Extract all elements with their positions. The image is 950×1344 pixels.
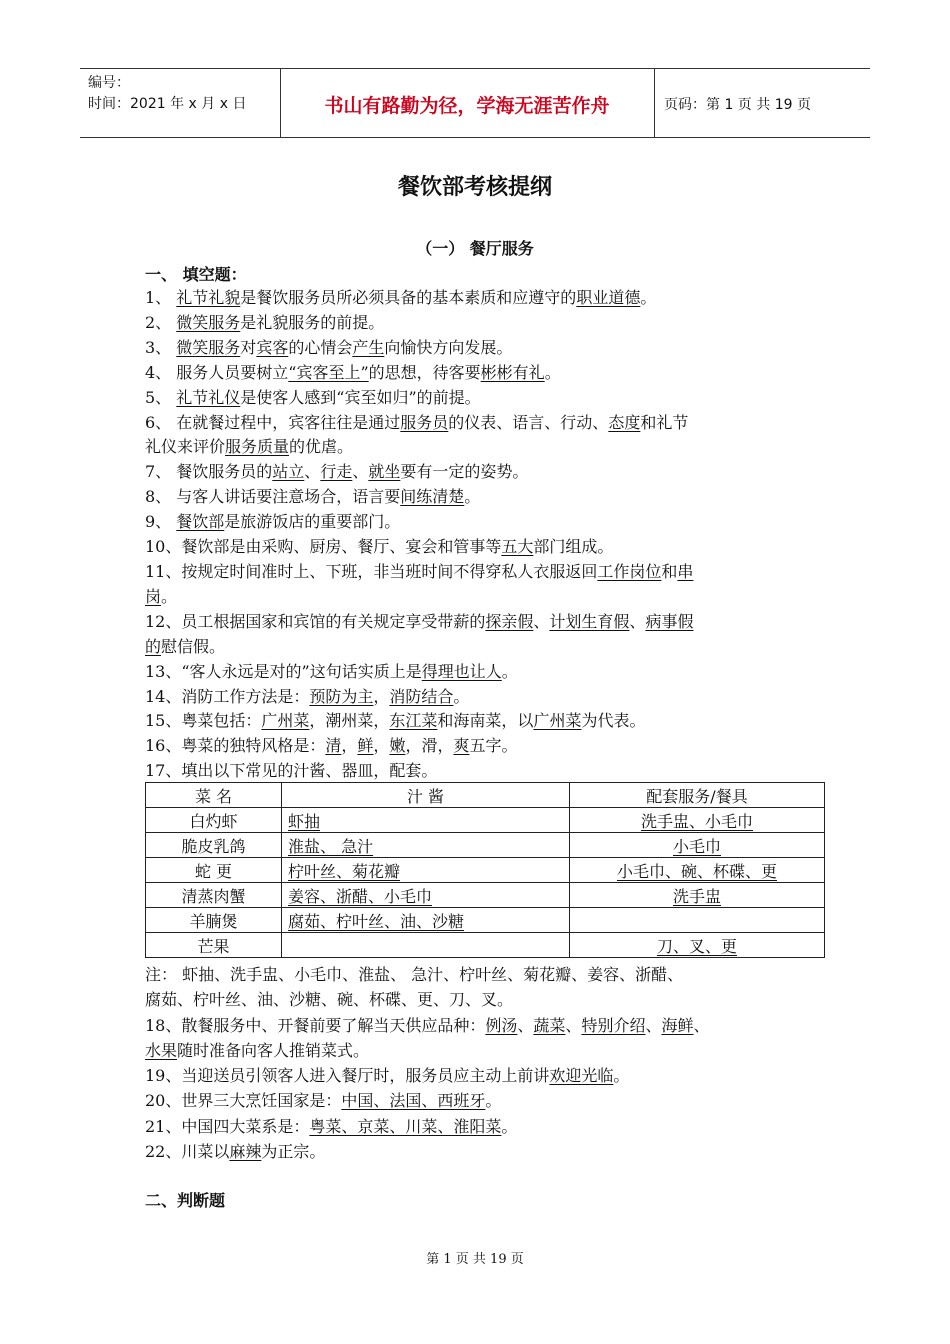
table-cell [282,833,570,858]
question-text: 。 [485,1091,502,1111]
answer-text: 微笑服务 [176,312,241,332]
answer-text: 得理也让人 [421,661,502,681]
time-label: 时间：2021 年 x 月 x 日 [88,96,247,112]
section-subtitle: （一） 餐厅服务 [416,239,534,258]
question-text: 10、餐饮部是由采购、厨房、餐厅、宴会和管事等 [145,537,502,557]
answer-text: 间练清楚 [400,487,465,507]
question-line [145,460,825,485]
question-text: 。 [640,288,657,307]
question-line [145,660,825,685]
question-line [145,1088,825,1113]
question-text: 。 [501,1116,518,1136]
question-text: 13、“客人永远是对的”这句话实质上是 [145,661,422,681]
question-line [145,435,825,460]
answer-text: 产生 [352,337,385,357]
question-list [145,286,825,784]
question-line [145,361,825,386]
question-text: 8、 与客人讲话要注意场合，语言要 [145,487,401,507]
table-cell [282,933,570,958]
answer-text: 服务员 [400,412,449,432]
question-text: 。 [161,586,178,606]
question-text: 17、填出以下常见的汁酱、器皿，配套。 [145,761,438,781]
question-text: 2、 [145,312,177,332]
answer-text: 麻辣 [229,1142,262,1162]
question-line [145,510,825,535]
table-cell [570,883,825,908]
question-text: 14、消防工作方法是： [145,686,310,706]
answer-text: 东江菜 [389,711,438,731]
question-line [145,987,825,1012]
question-text: ， [373,686,390,706]
question-text: 是使客人感到“宾至如归”的前提。 [240,387,481,407]
question-text: 9、 [145,512,177,532]
answer-text: 小毛巾、碗、杯碟、更 [616,861,777,881]
question-text: 。 [613,1066,630,1086]
answer-text: 粤菜、京菜、川菜、淮阳菜 [309,1116,502,1136]
question-text: ，滑， [405,736,454,756]
answer-text: 腐茹、柠叶丝、油、沙糖 [288,911,465,931]
question-text: 向愉快方向发展。 [384,337,513,357]
question-text: 的优虐。 [289,437,354,457]
table-cell [570,908,825,933]
question-line [145,1139,825,1164]
question-text: 慰信假。 [161,636,226,656]
question-line [145,386,825,411]
question-line [145,1013,825,1038]
answer-text: 计划生育假 [549,611,630,631]
question-text: 、 [352,462,369,482]
answer-text: 中国、法国、西班牙 [341,1091,486,1111]
question-text: 22、川菜以 [145,1142,230,1162]
question-text: 礼仪来评价 [145,437,226,457]
table-cell [570,933,825,958]
column-header: 菜 名 [146,783,282,808]
answer-text: 工作岗位 [597,561,662,581]
table-row [146,808,825,833]
question-line [145,734,825,759]
question-line [145,1063,825,1088]
question-text: 是旅游饭店的重要部门。 [224,512,401,532]
column-header: 配套服务/餐具 [570,783,825,808]
header-page-info: 页码：第 1 页 共 19 页 [664,97,811,113]
question-text: 要有一定的姿势。 [400,462,529,482]
question-text: 12、员工根据国家和宾馆的有关规定享受带薪的 [145,611,486,631]
answer-text: 探亲假 [485,611,534,631]
question-text: 随时准备向客人推销菜式。 [177,1040,370,1060]
answer-text: 姜容、浙醋、小毛巾 [288,886,433,906]
question-text: 5、 [145,387,177,407]
answer-text: 微笑服务 [176,337,241,357]
question-text: 7、 餐饮服务员的 [145,462,273,482]
answer-text: 站立 [272,462,305,482]
answer-text: 岗 [145,586,162,606]
question-text: 16、粤菜的独特风格是： [145,736,326,756]
answer-text: 服务质量 [225,437,290,457]
answer-text: 宾客 [256,337,289,357]
table-cell [570,833,825,858]
question-text: 、 [517,1015,534,1035]
question-text: 19、当迎送员引领客人进入餐厅时，服务员应主动上前讲 [145,1066,550,1086]
question-text: 。 [501,661,518,681]
header-divider [654,69,655,137]
question-text: 和海南菜，以 [437,711,534,731]
table-cell [282,908,570,933]
question-text: 、 [693,1015,710,1035]
question-text: 注： 虾抽、洗手盅、小毛巾、淮盐、 急汁、柠叶丝、菊花瓣、姜容、浙醋、 [145,965,684,984]
answer-text: 预防为主 [309,686,374,706]
table-cell: 蛇 更 [146,858,282,883]
answer-text: 嫩 [389,736,406,756]
answer-text: 串 [677,561,694,581]
answer-text: 柠叶丝、菊花瓣 [288,861,401,881]
question-text: 和 [661,561,678,581]
question-text: 、 [629,611,646,631]
question-text: 6、 在就餐过程中，宾客往往是通过 [145,412,401,432]
page-header [80,68,870,138]
question-text: 部门组成。 [533,537,614,557]
question-text: 对 [240,337,257,357]
answer-text: 清 [325,736,342,756]
question-text: ，潮州菜， [309,711,390,731]
answer-text: 刀、叉、更 [656,936,737,956]
answer-text: 消防结合 [389,686,454,706]
question-line [145,336,825,361]
answer-text: 五大 [501,537,534,557]
document-title: 餐饮部考核提纲 [397,175,552,200]
question-text: 20、世界三大烹饪国家是： [145,1091,342,1111]
table-cell: 白灼虾 [146,808,282,833]
table-cell [282,808,570,833]
table-row [146,858,825,883]
question-text: 为代表。 [581,711,646,731]
question-text: 为正宗。 [261,1142,326,1162]
question-text: 15、粤菜包括： [145,711,262,731]
answer-text: 就坐 [368,462,401,482]
question-text: 21、中国四大菜系是： [145,1116,310,1136]
answer-text: 蔬菜 [533,1015,566,1035]
answer-text: 小毛巾 [672,836,721,856]
question-text: 的仪表、语言、行动、 [448,412,609,432]
question-text: 1、 [145,288,177,307]
section-heading-fill-blank: 一、 填空题： [145,265,247,284]
answer-text: 洗手盅、小毛巾 [640,811,753,831]
table-header-row [146,783,825,808]
question-text: 腐茹、柠叶丝、油、沙糖、碗、杯碟、更、刀、叉。 [145,990,514,1010]
table-row [146,933,825,958]
question-line [145,286,825,311]
answer-text: 广州菜 [533,711,582,731]
header-motto: 书山有路勤为径，学海无涯苦作舟 [324,95,610,117]
question-text: 18、散餐服务中、开餐前要了解当天供应品种： [145,1015,486,1035]
table-cell: 脆皮乳鸽 [146,833,282,858]
table-row [146,883,825,908]
answer-text: 虾抽 [288,811,321,831]
dish-table [145,782,825,958]
question-text: ， [341,736,358,756]
question-text: 的思想，待客要 [368,362,481,382]
answer-text: 爽 [453,736,470,756]
table-cell [570,808,825,833]
column-header: 汁 酱 [282,783,570,808]
table-cell: 清蒸肉蟹 [146,883,282,908]
answer-text: 餐饮部 [176,512,225,532]
question-text: 是餐饮服务员所必须具备的基本素质和应遵守的 [240,288,577,307]
answer-text: 职业道德 [576,288,641,307]
question-text: 。 [453,686,470,706]
answer-text: 广州菜 [261,711,310,731]
answer-text: 水果 [145,1040,178,1060]
question-list-continued [145,962,825,1164]
question-line [145,560,825,585]
question-text: 五字。 [469,736,518,756]
question-text: 3、 [145,337,177,357]
answer-text: 行走 [320,462,353,482]
question-text: 是礼貌服务的前提。 [240,312,385,332]
answer-text: 鲜 [357,736,374,756]
question-text: 4、 服务人员要树立 [145,362,289,382]
question-text: 、 [645,1015,662,1035]
answer-text: 欢迎光临 [549,1066,614,1086]
answer-text: 礼节礼仪 [176,387,241,407]
question-line [145,311,825,336]
question-text: 11、按规定时间准时上、下班，非当班时间不得穿私人衣服返回 [145,561,598,581]
answer-text: 特别介绍 [581,1015,646,1035]
answer-text: 彬彬有礼 [480,362,545,382]
answer-text: 态度 [608,412,641,432]
question-line [145,1114,825,1139]
question-text: 。 [464,487,481,507]
page-footer: 第 1 页 共 19 页 [426,1252,524,1267]
question-line [145,962,825,987]
answer-text: 海鲜 [661,1015,694,1035]
question-text: 、 [304,462,321,482]
table-cell [282,858,570,883]
question-line [145,685,825,710]
question-line [145,709,825,734]
table-cell: 羊腩煲 [146,908,282,933]
header-meta [88,73,246,115]
answer-text: 洗手盅 [672,886,721,906]
answer-text: “宾客至上” [288,362,369,382]
answer-text: 礼节礼貌 [176,288,241,307]
answer-text: 的 [145,636,162,656]
table-row [146,833,825,858]
question-line [145,585,825,610]
question-text: 、 [565,1015,582,1035]
number-label: 编号： [88,75,130,91]
table-row [146,908,825,933]
question-line [145,535,825,560]
question-line [145,411,825,436]
section-heading-judgement: 二、判断题 [145,1191,226,1210]
question-text: ， [373,736,390,756]
table-cell: 芒果 [146,933,282,958]
table-cell [570,858,825,883]
question-text: 。 [544,362,561,382]
question-line [145,759,825,784]
table-cell [282,883,570,908]
answer-text: 病事假 [645,611,694,631]
question-line [145,635,825,660]
question-text: 和礼节 [640,412,689,432]
question-line [145,610,825,635]
question-line [145,1038,825,1063]
answer-text: 例汤 [485,1015,518,1035]
question-text: 、 [533,611,550,631]
answer-text: 淮盐、 急汁 [288,836,374,856]
question-line [145,485,825,510]
question-text: 的心情会 [288,337,353,357]
